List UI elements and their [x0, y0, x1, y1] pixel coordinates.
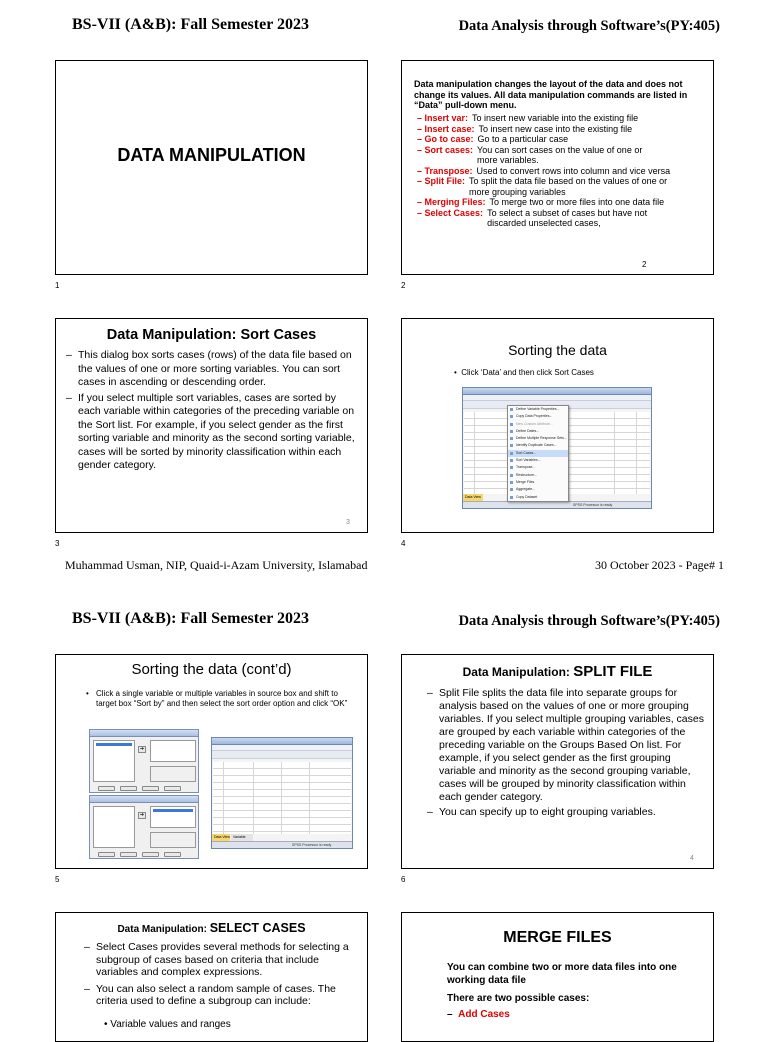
slide-intro: Data manipulation changes the layout of the data and does not change its values. All data manipulation commands are listed in “Data” pull-down menu. — [414, 79, 688, 110]
command-key: – Split File: — [417, 176, 465, 197]
dialog-button — [164, 852, 181, 857]
bullet-text: Click a single variable or multiple variables in source box and shift to target box “Sort by” and then select the sort order option and click “OK” — [96, 689, 348, 708]
slide-title-prefix: Data Manipulation: — [462, 665, 574, 679]
slide-line-1: You can combine two or more data files into one working data file — [447, 962, 677, 986]
sort-by-list — [150, 740, 196, 762]
slide-4 — [401, 318, 714, 533]
window-titlebar — [212, 738, 352, 745]
command-key: – Insert var: — [417, 113, 468, 124]
slide-title: Sorting the data — [508, 342, 607, 358]
page-header-course: BS-VII (A&B): Fall Semester 2023 — [72, 610, 310, 627]
menu-item: Define Multiple Response Sets... — [508, 435, 568, 442]
source-variable-list — [93, 806, 135, 848]
data-grid — [213, 762, 351, 834]
command-key: – Transpose: — [417, 166, 473, 177]
command-desc: You can sort cases on the value of one or more variables. — [477, 144, 643, 165]
menu-item: Copy Data Properties... — [508, 413, 568, 420]
bullet-item: – You can also select a random sample of cases. The criteria used to define a subgroup can include: — [84, 983, 356, 1008]
slide-number: 6 — [401, 875, 406, 884]
slide-5 — [55, 654, 368, 869]
page-header-course: BS-VII (A&B): Fall Semester 2023 — [72, 16, 310, 33]
page-footer-date: 30 October 2023 - Page# 1 — [595, 558, 724, 572]
command-desc: To select a subset of cases but have not discarded unselected cases, — [487, 207, 648, 228]
slide-number: 5 — [55, 875, 60, 884]
slide-1 — [55, 60, 368, 275]
slide-title: DATA MANIPULATION — [117, 145, 306, 165]
sort-order-group — [150, 766, 196, 782]
command-desc: To insert new variable into the existing file — [472, 113, 639, 123]
slide-title-main: SELECT CASES — [209, 921, 306, 935]
command-desc: Used to convert rows into column and vice versa — [476, 165, 671, 176]
bullet-dot: • — [104, 1019, 111, 1030]
slide-8 — [401, 912, 714, 1042]
menu-item: Identify Duplicate Cases... — [508, 442, 568, 449]
dialog-button — [120, 786, 137, 791]
bullet-item: – You can specify up to eight grouping variables. — [427, 806, 709, 819]
move-arrow-icon: ➔ — [139, 812, 145, 818]
data-menu-dropdown — [507, 405, 569, 502]
list-item — [417, 197, 709, 208]
slide-inner-page-number: 4 — [690, 855, 694, 862]
dialog-titlebar — [90, 730, 198, 737]
bullet-item: – Split File splits the data file into separate groups for analysis based on the values of one or more grouping variables. If you select multiple grouping variables, cases are grouped by each variable within categories of the preceding variable on the Groups Based On list. For example, if you select gender as the first grouping variable and minority as the second grouping variable, cases will be grouped by minority classification within each gender category. — [427, 687, 709, 804]
status-text: SPSS Processor is ready — [573, 503, 613, 507]
source-variable-list — [93, 740, 135, 782]
list-item — [417, 134, 709, 145]
sort-cases-dialog-screenshot — [89, 729, 199, 793]
manipulation-command-list — [417, 113, 709, 229]
menu-item: Merge Files — [508, 479, 568, 486]
sub-bullet-text: Variable values and ranges — [110, 1019, 231, 1030]
menu-item: Define Dates... — [508, 428, 568, 435]
dialog-titlebar — [90, 796, 198, 803]
page-header-subject: Data Analysis through Software’s(PY:405) — [458, 613, 720, 629]
dialog-button — [120, 852, 137, 857]
dialog-button — [164, 786, 181, 791]
data-view-tab: Data View — [214, 835, 230, 839]
command-desc: Go to a particular case — [477, 134, 569, 144]
menu-item: Copy Dataset — [508, 494, 568, 501]
slide-title-main: SPLIT FILE — [573, 663, 653, 680]
slide-title — [402, 663, 713, 680]
page-header-subject: Data Analysis through Software’s(PY:405) — [458, 18, 720, 34]
bullet-dot: • — [86, 689, 89, 698]
dialog-button — [142, 786, 159, 791]
slide-bullet — [454, 368, 594, 377]
variable-view-tab: Variable — [231, 834, 253, 841]
slide-number: 4 — [401, 539, 406, 548]
list-item — [417, 145, 709, 166]
slide-bullet — [86, 689, 356, 709]
sort-by-list — [150, 806, 196, 828]
slide-case-item — [447, 1009, 510, 1020]
list-item — [417, 166, 709, 177]
sub-bullet-item — [104, 1019, 231, 1030]
slide-bullets — [84, 941, 356, 1010]
command-key: – Go to case: — [417, 134, 474, 145]
dialog-button — [98, 786, 115, 791]
data-view-tab: Data View — [463, 494, 483, 501]
slide-number: 2 — [401, 281, 406, 290]
bullet-dot: • — [454, 368, 462, 377]
slide-title: MERGE FILES — [503, 929, 612, 946]
menu-item: New Custom Attribute... — [508, 421, 568, 428]
slide-title: Data Manipulation: Sort Cases — [106, 327, 317, 343]
slide-title-prefix: Data Manipulation: — [117, 924, 210, 935]
slide-bullets — [427, 687, 709, 821]
slide-6 — [401, 654, 714, 869]
menu-item: Sort Variables... — [508, 457, 568, 464]
sort-cases-dialog-screenshot-2 — [89, 795, 199, 859]
slide-title: Sorting the data (cont’d) — [131, 661, 292, 678]
command-desc: To merge two or more files into one data file — [489, 197, 665, 207]
slide-inner-page-number: 3 — [346, 519, 350, 526]
menu-item: Restructure... — [508, 472, 568, 479]
dialog-button — [98, 852, 115, 857]
list-item — [417, 124, 709, 135]
dialog-button — [142, 852, 159, 857]
dash-marker: – — [447, 1009, 459, 1020]
slide-line-2: There are two possible cases: — [447, 993, 590, 1004]
menu-item: Transpose... — [508, 464, 568, 471]
slide-number: 3 — [55, 539, 60, 548]
window-titlebar — [463, 388, 651, 395]
command-key: – Select Cases: — [417, 208, 483, 229]
command-desc: To split the data file based on the values of one or more grouping variables — [469, 176, 668, 197]
bullet-item: – This dialog box sorts cases (rows) of the data file based on the values of one or more sorting variables. You can sort cases in ascending or descending order. — [66, 349, 360, 390]
list-item — [417, 208, 709, 229]
command-key: – Insert case: — [417, 124, 475, 135]
list-item — [417, 176, 709, 197]
slide-number: 1 — [55, 281, 60, 290]
slide-3 — [55, 318, 368, 533]
toolbar — [212, 751, 352, 759]
move-arrow-icon: ➔ — [139, 746, 145, 752]
slide-inner-page-number: 2 — [642, 260, 647, 269]
slide-title — [56, 921, 367, 935]
bullet-item: – Select Cases provides several methods for selecting a subgroup of cases based on criteria that include variables and complex expressions. — [84, 941, 356, 979]
status-bar — [463, 501, 651, 508]
menu-item: Define Variable Properties... — [508, 406, 568, 413]
spss-data-editor-screenshot — [211, 737, 353, 849]
command-key: – Merging Files: — [417, 197, 486, 208]
list-item — [417, 113, 709, 124]
slide-bullets — [66, 349, 360, 475]
menu-item: Aggregate... — [508, 486, 568, 493]
slide-2 — [401, 60, 714, 275]
page-footer-author: Muhammad Usman, NIP, Quaid-i-Azam University, Islamabad — [65, 558, 368, 572]
spss-data-editor-screenshot — [462, 387, 652, 509]
sort-order-group — [150, 832, 196, 848]
bullet-item: – If you select multiple sort variables, cases are sorted by each variable within categories of the preceding variable on the Sort list. For example, if you select gender as the first sorting variable and minority as the second sorting variable, cases will be sorted by minority classification within each gender category. — [66, 392, 360, 473]
command-key: – Sort cases: — [417, 145, 473, 166]
slide-7 — [55, 912, 368, 1042]
status-text: SPSS Processor is ready — [292, 843, 332, 847]
status-bar — [212, 841, 352, 848]
command-desc: To insert new case into the existing file — [478, 123, 633, 134]
bullet-text: Click ‘Data’ and then click Sort Cases — [461, 368, 594, 377]
menu-item-sort-cases: Sort Cases... — [508, 450, 568, 457]
case-label: Add Cases — [458, 1009, 510, 1020]
